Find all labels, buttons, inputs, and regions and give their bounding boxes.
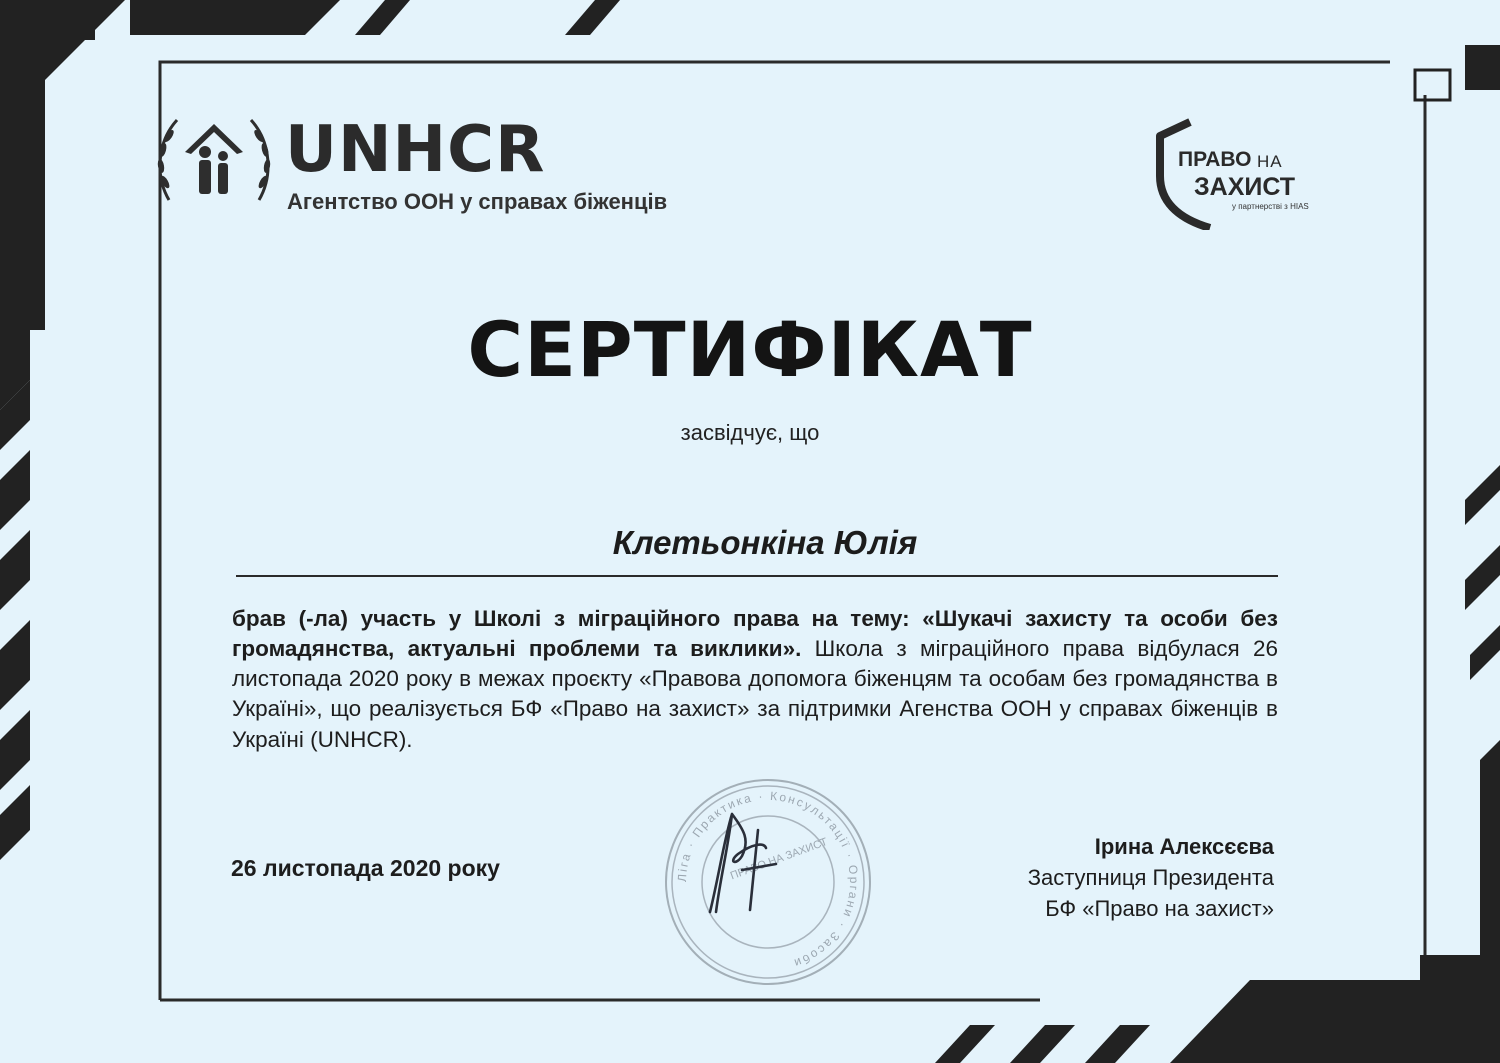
left-stripe-3 (0, 450, 30, 530)
pravo-line1: ПРАВО (1178, 148, 1252, 171)
signatory-name: Ірина Алексєєва (1094, 834, 1274, 859)
certificate-subtitle: засвідчує, що (680, 420, 820, 445)
top-stripe-1 (355, 0, 410, 35)
stamp-center-text: ПРАВО НА ЗАХИСТ (728, 836, 830, 883)
handwritten-signature (680, 800, 800, 920)
body-regular-text: Школа з міграційного права відбулася 26 листопада 2020 року в межах проєкту «Правова допомога біженцям та особам без громадянства в Україні», що реалізується БФ «Право на захист» за підтримки Агенства ООН у справах біженців в Україні (UNHCR). (232, 636, 1279, 752)
bottom-stripe-2 (1010, 1025, 1075, 1063)
stamp-outer-text: Ліга · Практика · Консультації · Органи · Засоби (674, 788, 862, 971)
signatory-block (1028, 832, 1274, 924)
certificate-title: СЕРТИФІКАТ (467, 305, 1033, 394)
pravo-partner-text: у партнерстві з HIAS (1232, 202, 1309, 211)
bottom-stripe-1 (935, 1025, 995, 1063)
body-bold-text: брав (-ла) участь у Школі з міграційного права на тему: «Шукачі захисту та особи без громадянства, актуальні проблеми та виклики». (232, 606, 1278, 662)
right-stripe-top (1465, 45, 1500, 90)
corner-top-right (1415, 70, 1450, 100)
signatory-role: Заступниця Президента (1027, 864, 1274, 890)
left-stripe-5 (0, 620, 30, 710)
left-stripe-6 (0, 710, 30, 790)
corner-top-left-stripe (0, 0, 125, 330)
right-stripe-3 (1470, 625, 1500, 680)
corner-top-left-band (0, 30, 95, 40)
pravo-na-zakhyst-logo (1150, 118, 1360, 234)
pravo-line2: ЗАХИСТ (1194, 173, 1296, 201)
signatory-org: БФ «Право на захист» (1045, 895, 1274, 921)
unhcr-logo (155, 112, 755, 222)
right-stripe-1 (1465, 465, 1500, 525)
corner-bottom-right (1170, 955, 1500, 1063)
bottom-stripe-3 (1085, 1025, 1150, 1063)
pravo-line1-suffix: НА (1257, 152, 1283, 171)
top-stripe-2 (565, 0, 620, 35)
recipient-underline (236, 575, 1278, 577)
unhcr-wordmark: UNHCR (285, 113, 546, 187)
unhcr-tagline: Агентство ООН у справах біженців (287, 189, 668, 214)
certificate-body (232, 604, 1278, 755)
certificate-date: 26 листопада 2020 року (231, 855, 500, 881)
left-stripe-7 (0, 785, 30, 860)
recipient-name: Клетьонкіна Юлія (612, 524, 918, 561)
unhcr-emblem-icon (155, 112, 273, 208)
